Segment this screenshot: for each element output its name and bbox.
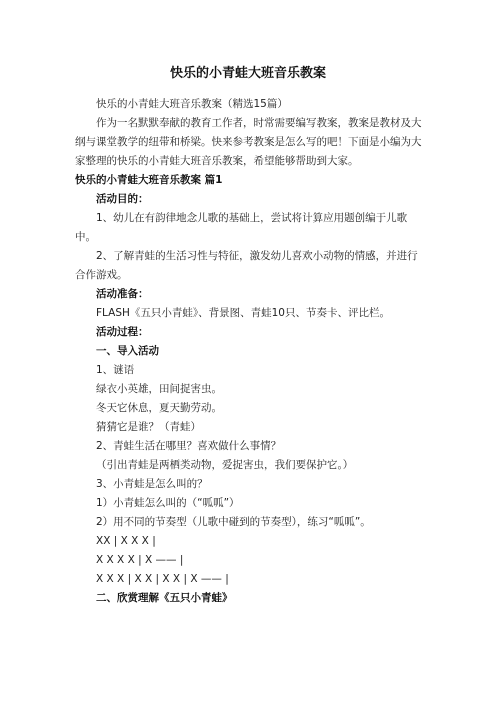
paragraph: XX | X X X |: [96, 535, 156, 547]
paragraph: 活动过程：: [96, 326, 149, 338]
paragraph: 2）用不同的节奏型（儿歌中碰到的节奏型），练习“呱呱”。: [96, 516, 371, 528]
paragraph: 冬天它休息，夏天勤劳动。: [96, 402, 222, 414]
paragraph: 3、小青蛙是怎么叫的？: [96, 478, 208, 490]
paragraph: 活动目的：: [96, 193, 149, 205]
paragraph: 1、谜语: [96, 364, 135, 376]
paragraph: 1）小青蛙怎么叫的（“呱呱”）: [96, 497, 240, 509]
document-body: [75, 95, 427, 608]
paragraph: 快乐的小青蛙大班音乐教案 篇1: [75, 174, 223, 186]
paragraph: 二、欣赏理解《五只小青蛙》: [96, 592, 233, 604]
paragraph: 快乐的小青蛙大班音乐教案（精选15篇）: [96, 98, 288, 110]
paragraph: 猜猜它是谁？（青蛙）: [96, 421, 201, 433]
paragraph: X X X | X X | X X | X —— |: [96, 573, 229, 585]
paragraph: X X X X | X —— |: [96, 554, 184, 566]
paragraph: 2、青蛙生活在哪里？喜欢做什么事情？: [96, 440, 282, 452]
paragraph: 2、了解青蛙的生活习性与特征，激发幼儿喜欢小动物的情感，并进行合作游戏。: [75, 250, 418, 281]
paragraph: 1、幼儿在有韵律地念儿歌的基础上，尝试将计算应用题创编于儿歌中。: [75, 212, 408, 243]
paragraph: FLASH《五只小青蛙》、背景图、青蛙10只、节奏卡、评比栏。: [96, 307, 390, 319]
paragraph: 活动准备：: [96, 288, 149, 300]
paragraph: 绿衣小英雄，田间捉害虫。: [96, 383, 222, 395]
document-title: 快乐的小青蛙大班音乐教案: [169, 66, 326, 81]
paragraph: 一、导入活动: [96, 345, 159, 357]
paragraph: （引出青蛙是两栖类动物，爱捉害虫，我们要保护它。）: [96, 459, 354, 471]
paragraph: 作为一名默默奉献的教育工作者，时常需要编写教案，教案是教材及大纲与课堂教学的纽带和桥梁。快来参考教案是怎么写的吧！下面是小编为大家整理的快乐的小青蛙大班音乐教案，希望能够帮助到大家。: [75, 117, 422, 167]
